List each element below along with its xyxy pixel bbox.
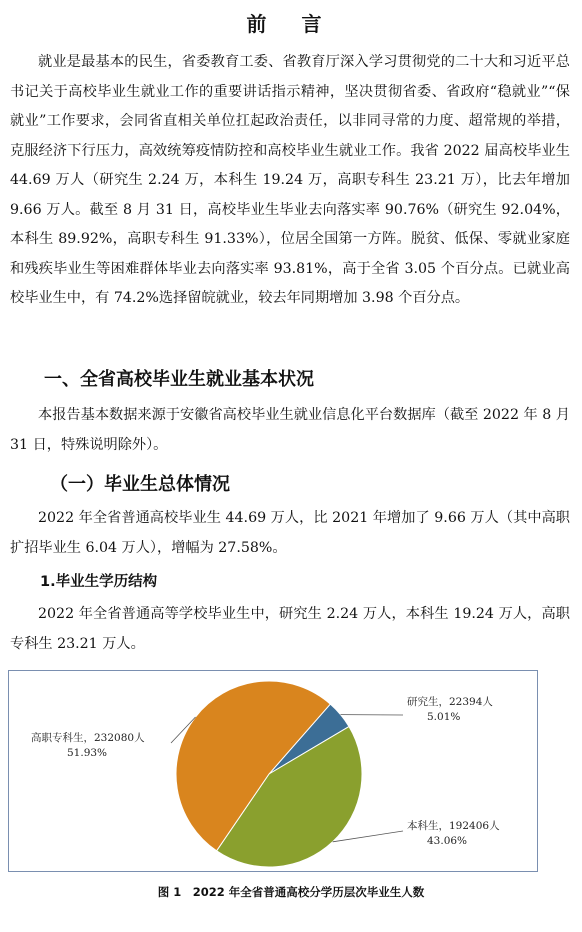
page-title: 前 言 xyxy=(246,12,336,36)
pie-label-2: 高职专科生，232080人 xyxy=(31,732,145,744)
preface-paragraph: 就业是最基本的民生，省委教育工委、省教育厅深入学习贯彻党的二十大和习近平总书记关于高校毕业生就业工作的重要讲话指示精神，坚决贯彻省委、省政府“稳就业”“保就业”工作要求，会同省直相关单位扛起政治责任，以非同寻常的力度、超常规的举措，克服经济下行压力，高效统筹疫情防控和高校毕业生就业工作。我省 2022 届高校毕业生 44.69 万人（研究生 2.24 万，本科生 19.24 万，高职专科生 23.21 万），比去年增加 9.66 万人。截至 8 月 31 日，高校毕业生毕业去向落实率 90.76%（研究生 92.04%，本科生 89.92%，高职专科生 91.33%），位居全国第一方阵。脱贫、低保、零就业家庭和残疾毕业生等困难群体毕业去向落实率 93.81%，高于全省 3.05 个百分点。已就业高校毕业生中，有 74.2%选择留皖就业，较去年同期增加 3.98 个百分点。 xyxy=(10,54,570,306)
pie-chart xyxy=(9,671,537,871)
pie-label-0: 研究生，22394人 xyxy=(407,696,493,708)
section-heading: 一、全省高校毕业生就业基本状况 xyxy=(44,369,314,390)
pie-chart-frame xyxy=(8,670,538,872)
subsection-paragraph: 2022 年全省普通高校毕业生 44.69 万人，比 2021 年增加了 9.66 万人（其中高职扩招毕业生 6.04 万人），增幅为 27.58%。 xyxy=(10,510,570,556)
subsection-heading: （一）毕业生总体情况 xyxy=(50,474,230,495)
pie-percent-label-1: 43.06% xyxy=(427,835,468,847)
subsubsection-heading: 1.毕业生学历结构 xyxy=(40,574,158,590)
pie-leader-line-1 xyxy=(333,831,403,842)
pie-percent-label-2: 51.93% xyxy=(67,747,108,759)
education-structure-paragraph: 2022 年全省普通高等学校毕业生中，研究生 2.24 万人，本科生 19.24 万人，高职专科生 23.21 万人。 xyxy=(10,606,570,652)
pie-label-1: 本科生，192406人 xyxy=(407,820,500,832)
figure-caption: 图 1 2022 年全省普通高校分学历层次毕业生人数 xyxy=(157,885,425,899)
pie-percent-label-0: 5.01% xyxy=(427,711,461,723)
section-paragraph: 本报告基本数据来源于安徽省高校毕业生就业信息化平台数据库（截至 2022 年 8 月 31 日，特殊说明除外）。 xyxy=(10,407,570,453)
